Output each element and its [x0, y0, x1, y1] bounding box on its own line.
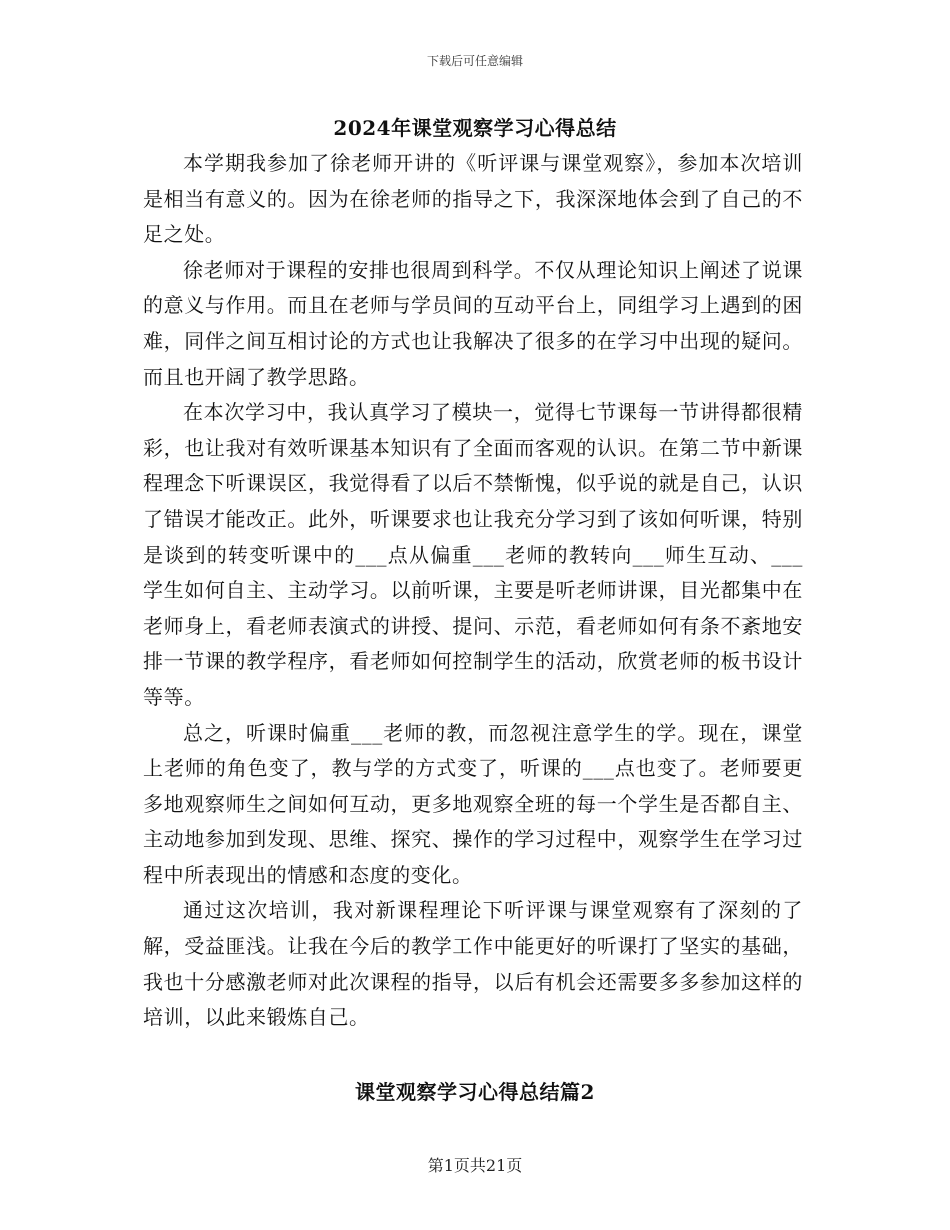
page-number-footer: 第1页共21页 [427, 1156, 523, 1175]
section-title: 课堂观察学习心得总结篇2 [355, 1080, 595, 1104]
paragraph: 总之，听课时偏重___老师的教，而忽视注意学生的学。现在，课堂上老师的角色变了，教与学的方式变了，听课的___点也变了。老师要更多地观察师生之间如何互动，更多地观察全班的每一个学生是否都自主、主动地参加到发现、思维、探究、操作的学习过程中，观察学生在学习过程中所表现出的情感和态度的变化。 [143, 720, 803, 887]
page-header-note: 下载后可任意编辑 [426, 54, 523, 68]
document-body [143, 146, 803, 1036]
paragraph: 徐老师对于课程的安排也很周到科学。不仅从理论知识上阐述了说课的意义与作用。而且在老师与学员间的互动平台上，同组学习上遇到的困难，同伴之间互相讨论的方式也让我解决了很多的在学习中出现的疑问。而且也开阔了教学思路。 [143, 257, 803, 389]
paragraph: 本学期我参加了徐老师开讲的《听评课与课堂观察》，参加本次培训是相当有意义的。因为在徐老师的指导之下，我深深地体会到了自己的不足之处。 [143, 151, 803, 247]
document-title: 2024年课堂观察学习心得总结 [333, 116, 617, 140]
paragraph: 在本次学习中，我认真学习了模块一，觉得七节课每一节讲得都很精彩，也让我对有效听课基本知识有了全面而客观的认识。在第二节中新课程理念下听课误区，我觉得看了以后不禁惭愧，似乎说的就是自己，认识了错误才能改正。此外，听课要求也让我充分学习到了该如何听课，特别是谈到的转变听课中的___点从偏重___老师的教转向___师生互动、___学生如何自主、主动学习。以前听课，主要是听老师讲课，目光都集中在老师身上，看老师表演式的讲授、提问、示范，看老师如何有条不紊地安排一节课的教学程序，看老师如何控制学生的活动，欣赏老师的板书设计等等。 [143, 400, 803, 709]
paragraph: 通过这次培训，我对新课程理论下听评课与课堂观察有了深刻的了解，受益匪浅。让我在今后的教学工作中能更好的听课打了坚实的基础，我也十分感激老师对此次课程的指导，以后有机会还需要多多参加这样的培训，以此来锻炼自己。 [143, 898, 803, 1030]
